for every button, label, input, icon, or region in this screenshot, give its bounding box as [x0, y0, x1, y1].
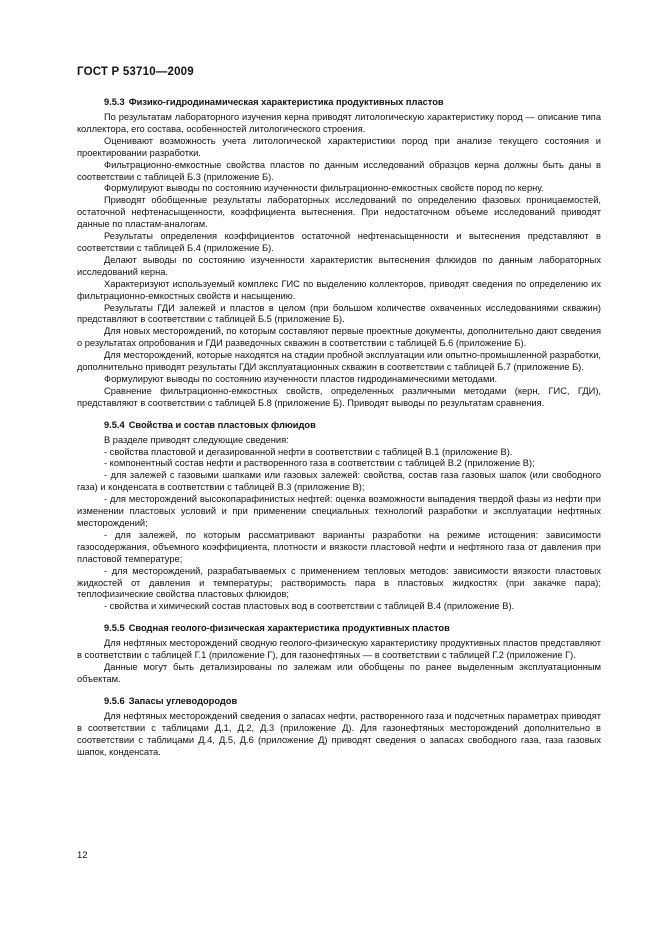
standard-header: ГОСТ Р 53710—2009 — [77, 66, 194, 78]
paragraph: Данные могут быть детализированы по залежам или обобщены по ранее выделенным эксплуатационным объектам. — [77, 662, 601, 684]
page-content — [77, 94, 601, 759]
section-heading — [77, 695, 601, 707]
paragraph: Для месторождений, которые находятся на стадии пробной эксплуатации или опытно-промышленной разработки, дополнительно приводят результаты ГДИ эксплуатационных скважин в соответствии с таблицей Б.7 (приложение Б). — [77, 350, 601, 373]
paragraph: Формулируют выводы по состоянию изученности пластов гидродинамическими методами. — [104, 373, 498, 384]
section-9-5-4 — [77, 419, 601, 614]
paragraph: - свойства пластовой и дегазированной нефти в соответствии с таблицей В.1 (приложение В). — [104, 446, 513, 457]
paragraph: Сравнение фильтрационно-емкостных свойств, определенных различными методами (керн, ГИС, ГДИ), представляют в соответствии с таблицей Б.8 (приложение Б). Приводят выводы по результатам сравнения. — [77, 385, 601, 408]
section-number: 9.5.5 — [104, 623, 125, 634]
paragraph: Для нефтяных месторождений сводную геолого-физическую характеристику продуктивных пластов представляют в соответствии с таблицей Г.1 (приложение Г), для газонефтяных — в соответствии с таблицей Г.2 (приложение Г). — [77, 638, 601, 661]
section-number: 9.5.6 — [104, 695, 125, 706]
section-9-5-5 — [77, 622, 601, 686]
section-heading — [77, 419, 601, 431]
sections-container — [77, 96, 601, 759]
paragraph: - свойства и химический состав пластовых вод в соответствии с таблицей В.4 (приложение В). — [104, 601, 515, 612]
paragraph: Делают выводы по состоянию изученности характеристик вытеснения флюидов по данным лабораторных исследований керна. — [77, 254, 601, 277]
section-title: Запасы углеводородов — [128, 695, 238, 706]
paragraph: - для залежей, по которым рассматривают варианты разработки на режиме истощения: зависимости газосодержания, объемного коэффициента, плотности и вязкости пластовой нефти и нефтяного газа от давления при пластовой температуре; — [77, 529, 601, 564]
paragraph: - для залежей с газовыми шапками или газовых залежей: свойства, состав газа газовых шапок (или свободного газа) и конденсата в соответствии с таблицей В.3 (приложение В); — [77, 470, 601, 493]
section-title: Сводная геолого-физическая характеристика продуктивных пластов — [128, 623, 450, 634]
paragraph: Для новых месторождений, по которым составляют первые проектные документы, дополнительно дают сведения о результатах опробования и ГДИ разведочных скважин в соответствии с таблицей Б.6 (приложение Б). — [77, 326, 601, 349]
section-9-5-6 — [77, 695, 601, 759]
paragraph: - для месторождений высокопарафинистых нефтей: оценка возможности выпадения твердой фазы из нефти при изменении пластовых условий и при применении специальных технологий разработки и эксплуатации нефтяных месторождений; — [77, 494, 601, 528]
paragraph: В разделе приводят следующие сведения: — [104, 434, 289, 445]
section-9-5-3 — [77, 96, 601, 410]
paragraph: Оценивают возможность учета литологической характеристики пород при анализе текущего состояния и проектировании разработки. — [77, 135, 601, 158]
paragraph: Характеризуют используемый комплекс ГИС по выделению коллекторов, приводят сведения по определению их фильтрационно-емкостных свойств и насыщению. — [77, 278, 601, 301]
paragraph: По результатам лабораторного изучения керна приводят литологическую характеристику пород — описание типа коллектора, его состава, особенностей литологического строения. — [77, 112, 601, 134]
section-heading — [77, 622, 601, 634]
paragraph: Результаты определения коэффициентов остаточной нефтенасыщенности и вытеснения представляют в соответствии с таблицей Б.4 (приложение Б). — [77, 231, 601, 253]
section-heading — [77, 96, 601, 108]
page-number: 12 — [77, 850, 88, 861]
paragraph: - компонентный состав нефти и растворенного газа в соответствии с таблицей В.2 (приложение В); — [104, 458, 535, 469]
paragraph: Фильтрационно-емкостные свойства пластов по данным исследований образцов керна должны быть даны в соответствии с таблицей Б.3 (приложение Б). — [77, 159, 601, 182]
section-title: Физико-гидродинамическая характеристика продуктивных пластов — [128, 97, 444, 107]
paragraph: Для нефтяных месторождений сведения о запасах нефти, растворенного газа и подсчетных параметрах приводят в соответствии с таблицами Д.1, Д.2, Д.3 (приложение Д). Для газонефтяных месторождений дополнительно в соответствии с таблицами Д.4, Д.5, Д.6 (приложение Д) приводят сведения о запасах свободного газа, газа газовых шапок, конденсата. — [77, 710, 601, 757]
paragraph: - для месторождений, разрабатываемых с применением тепловых методов: зависимости вязкости пластовых жидкостей от давления и температуры; растворимость пара в пластовых жидкостях (при закачке пара); теплофизические свойства пластовых флюидов; — [77, 565, 601, 600]
paragraph: Приводят обобщенные результаты лабораторных исследований по определению фазовых проницаемостей, остаточной нефтенасыщенности, коэффициента вытеснения. При недостаточном объеме исследований приводят данные по пластам-аналогам. — [77, 195, 601, 230]
paragraph: Формулируют выводы по состоянию изученности фильтрационно-емкостных свойств пород по керну. — [104, 183, 544, 194]
section-number: 9.5.4 — [104, 419, 125, 430]
section-number: 9.5.3 — [104, 97, 125, 107]
section-title: Свойства и состав пластовых флюидов — [128, 419, 316, 430]
paragraph: Результаты ГДИ залежей и пластов в целом (при большом количестве охваченных исследованиями скважин) представляют в соответствии с таблицей Б.5 (приложение Б). — [77, 302, 601, 325]
